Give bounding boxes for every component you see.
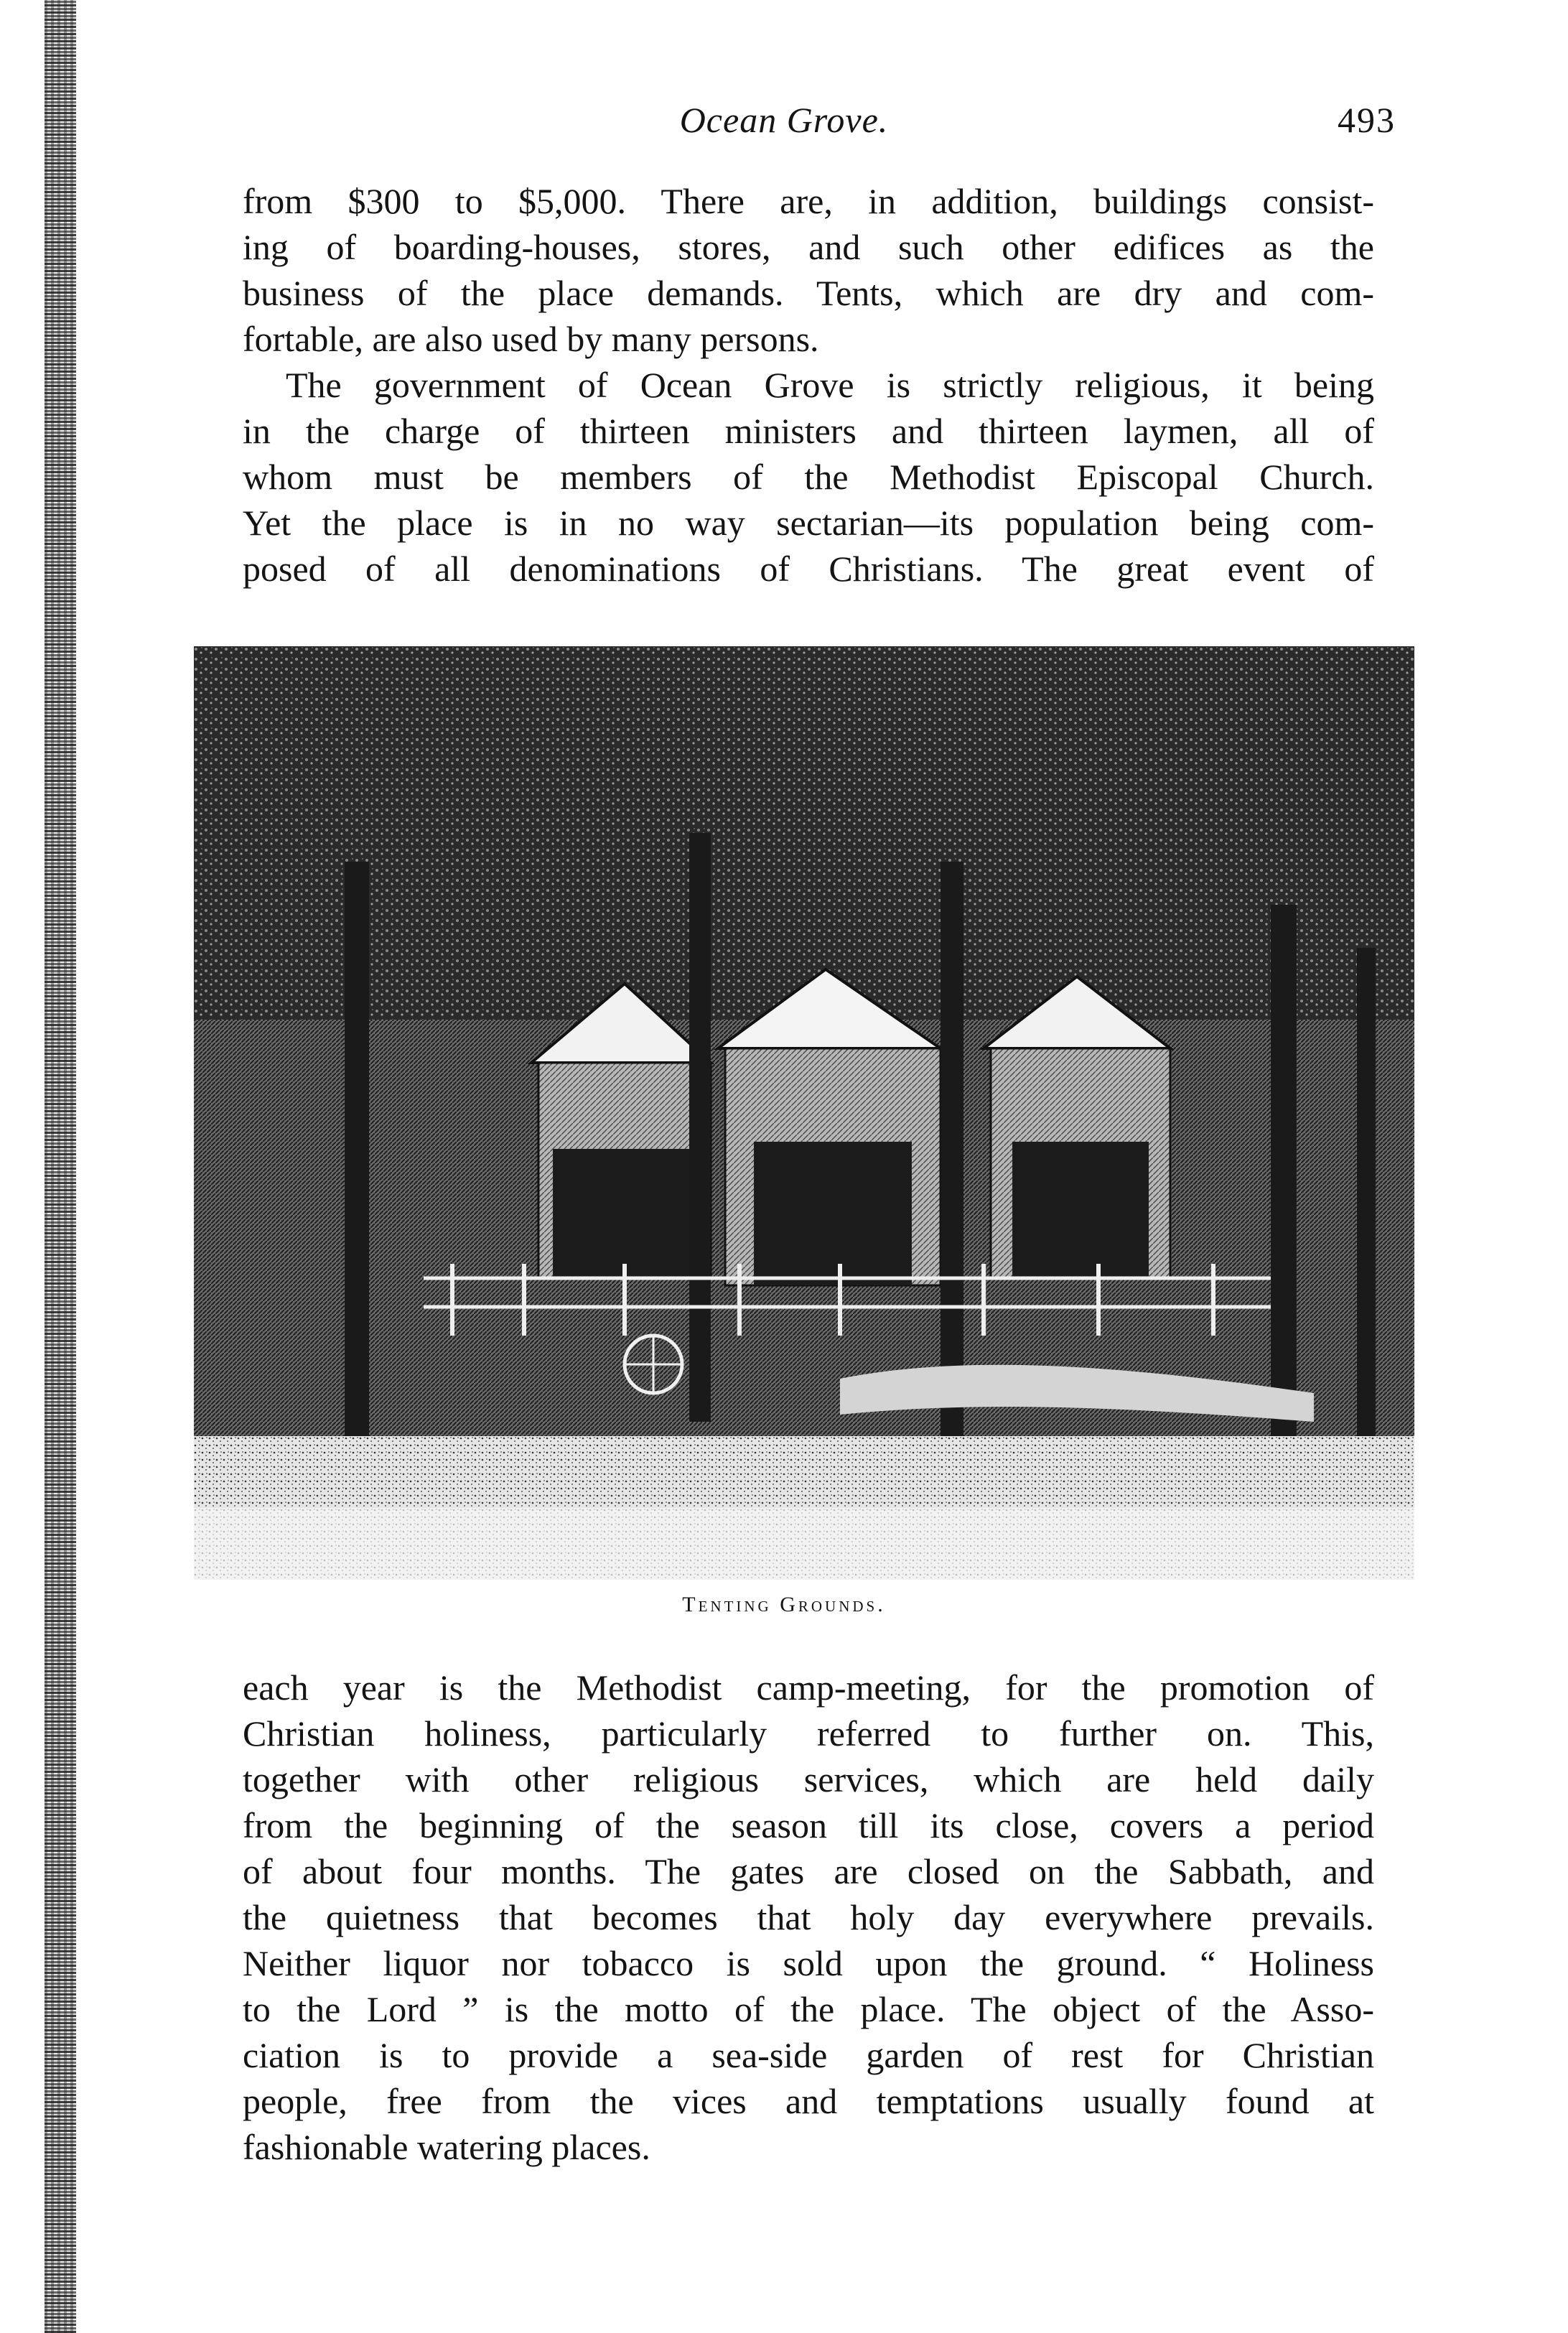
text-line: in the charge of thirteen ministers and thirteen laymen, all of (243, 411, 1374, 451)
text-line: people, free from the vices and temptations usually found at (243, 2081, 1374, 2121)
text-line: business of the place demands. Tents, which are dry and com- (243, 273, 1374, 313)
text-line: from the beginning of the season till its close, covers a period (243, 1805, 1374, 1845)
text-line: ing of boarding-houses, stores, and such other edifices as the (243, 227, 1374, 267)
text-line: whom must be members of the Methodist Episcopal Church. (243, 457, 1374, 497)
page-number: 493 (1338, 100, 1396, 140)
text-line: ciation is to provide a sea-side garden of rest for Christian (243, 2035, 1374, 2075)
text-line: The government of Ocean Grove is strictly religious, it being (286, 365, 1374, 405)
scan-binding-edge (45, 0, 76, 2333)
text-line: the quietness that becomes that holy day everywhere prevails. (243, 1897, 1374, 1937)
tenting-grounds-engraving (194, 646, 1414, 1580)
text-line: fashionable watering places. (243, 2127, 650, 2167)
text-line: together with other religious services, which are held daily (243, 1759, 1374, 1799)
text-line: Yet the place is in no way sectarian—its population being com- (243, 503, 1374, 543)
running-title: Ocean Grove. (679, 100, 889, 140)
figure-caption: Tenting Grounds. (682, 1593, 886, 1616)
text-line: posed of all denominations of Christians. The great event of (243, 549, 1374, 589)
text-line: Christian holiness, particularly referred to further on. This, (243, 1713, 1374, 1754)
running-head (0, 99, 1568, 149)
text-line: to the Lord ” is the motto of the place. The object of the Asso- (243, 1989, 1374, 2029)
text-line: from $300 to $5,000. There are, in addition, buildings consist- (243, 181, 1374, 221)
paragraph-1 (243, 178, 1374, 362)
paragraph-3 (243, 1664, 1374, 2170)
text-line: Neither liquor nor tobacco is sold upon the ground. “ Holiness (243, 1943, 1374, 1983)
text-line: fortable, are also used by many persons. (243, 319, 819, 359)
text-line: of about four months. The gates are closed on the Sabbath, and (243, 1851, 1374, 1891)
paragraph-2 (243, 362, 1374, 592)
text-line: each year is the Methodist camp-meeting, for the promotion of (243, 1667, 1374, 1708)
engraving-illustration (194, 646, 1414, 1580)
